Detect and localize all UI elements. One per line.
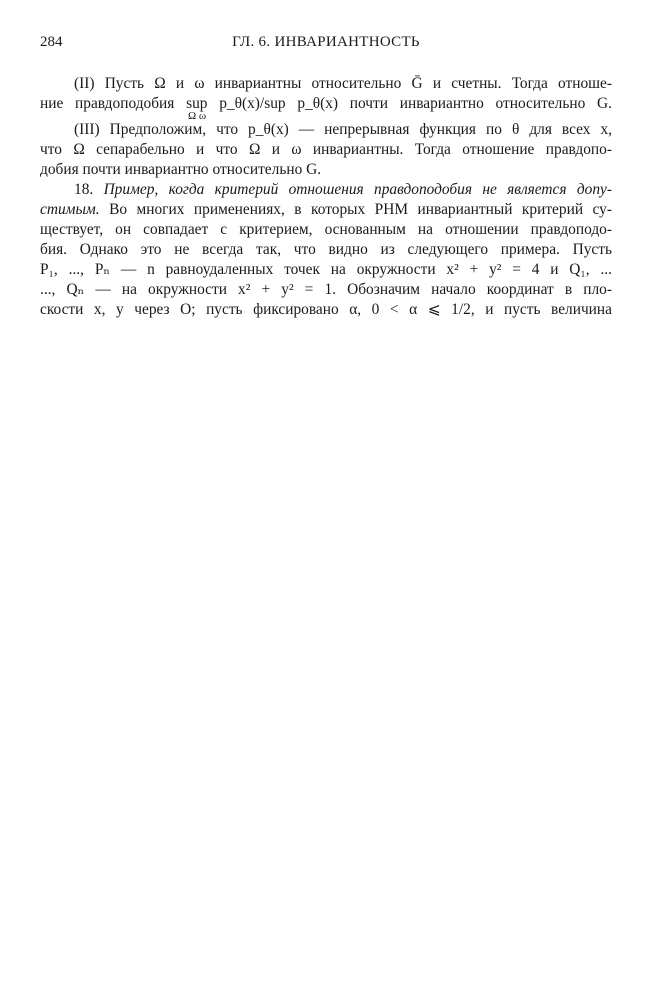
item-number: 18. (74, 181, 94, 198)
text-line: скости x, y через O; пусть фиксировано α, 0 < α ⩽ 1/2, и пусть величина (40, 301, 612, 318)
text-line: ществует, он совпадает с критерием, основанным на отношении правдоподо- (40, 221, 612, 238)
text-line: что Ω сепарабельно и что Ω и ω инвариантны. Тогда отношение правдопо- (40, 141, 612, 158)
sup-subscripts: Ω ω (188, 110, 207, 122)
running-header (40, 34, 612, 56)
text-line: добия почти инвариантно относительно G. (40, 161, 322, 178)
text-line: (III) Предположим, что p_θ(x) — непрерывная функция по θ для всех x, (74, 121, 612, 138)
text-line: (II) Пусть Ω и ω инвариантны относительно Ḡ и счетны. Тогда отноше- (74, 75, 612, 92)
text-line: бия. Однако это не всегда так, что видно из следующего примера. Пусть (40, 241, 612, 258)
item-title: Пример, когда критерий отношения правдоподобия не является допу- (103, 181, 612, 198)
page-number: 284 (40, 34, 63, 50)
text-line: ..., Qₙ — на окружности x² + y² = 1. Обозначим начало координат в пло- (40, 281, 612, 298)
text-span: Во многих применениях, в которых РНМ инвариантный критерий су- (109, 201, 612, 218)
text-line: ние правдоподобия sup p_θ(x)/sup p_θ(x) почти инвариантно относительно G. (40, 95, 612, 112)
running-title: ГЛ. 6. ИНВАРИАНТНОСТЬ (232, 34, 420, 50)
text-line: P₁, ..., Pₙ — n равноудаленных точек на окружности x² + y² = 4 и Q₁, ... (40, 261, 612, 278)
text-line (74, 180, 612, 200)
text-line (40, 200, 612, 220)
item-title: стимым. (40, 201, 100, 218)
